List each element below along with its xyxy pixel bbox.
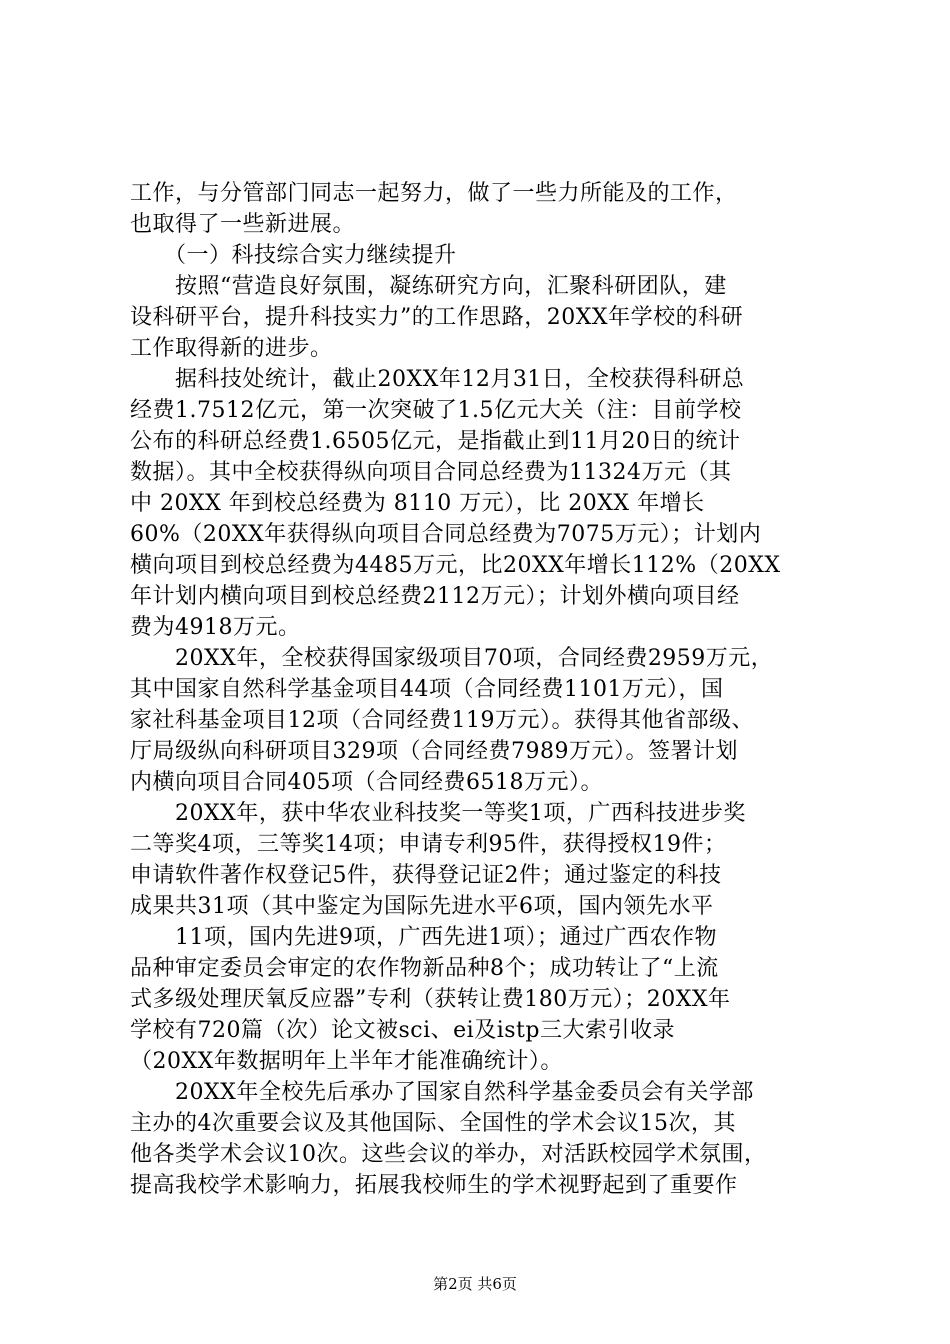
text-line: 厅局级纵向科研项目329项（合同经费7989万元）。签署计划 xyxy=(130,739,738,764)
text-line: 设科研平台，提升科技实力”的工作思路，20XX年学校的科研 xyxy=(130,305,744,330)
text-line: 年计划内横向项目到校总经费2112万元）；计划外横向项目经 xyxy=(130,584,740,609)
text-line: 公布的科研总经费1.6505亿元，是指截止到11月20日的统计 xyxy=(130,429,741,454)
text-line: 11项，国内先进9项，广西先进1项）；通过广西农作物 xyxy=(130,925,717,950)
text-line: 工作，与分管部门同志一起努力，做了一些力所能及的工作， xyxy=(130,181,738,206)
text-line: 中 20XX 年到校总经费为 8110 万元），比 20XX 年增长 xyxy=(130,491,705,516)
text-line: （20XX年数据明年上半年才能准确统计）。 xyxy=(130,1049,563,1074)
text-line: 式多级处理厌氧反应器”专利（获转让费180万元）；20XX年 xyxy=(130,987,731,1012)
text-line: 品种审定委员会审定的农作物新品种8个；成功转让了“上流 xyxy=(130,956,719,981)
text-line: 20XX年，获中华农业科技奖一等奖1项，广西科技进步奖 xyxy=(130,801,746,826)
text-line: 按照“营造良好氛围，凝练研究方向，汇聚科研团队，建 xyxy=(130,274,727,299)
body-text xyxy=(130,178,830,1201)
text-line: 其中国家自然科学基金项目44项（合同经费1101万元），国 xyxy=(130,677,724,702)
section-heading: （一）科技综合实力继续提升 xyxy=(130,243,457,268)
text-line: 20XX年全校先后承办了国家自然科学基金委员会有关学部 xyxy=(130,1080,754,1105)
text-line: 成果共31项（其中鉴定为国际先进水平6项，国内领先水平 xyxy=(130,894,714,919)
text-line: 二等奖4项，三等奖14项；申请专利95件，获得授权19件； xyxy=(130,832,727,857)
text-line: 经费1.7512亿元，第一次突破了1.5亿元大关（注：目前学校 xyxy=(130,398,742,423)
text-line: 60%（20XX年获得纵向项目合同总经费为7075万元）；计划内 xyxy=(130,522,762,547)
page-number-footer: 第2页 共6页 xyxy=(433,1275,517,1293)
text-line: 家社科基金项目12项（合同经费119万元）。获得其他省部级、 xyxy=(130,708,754,733)
text-line: 他各类学术会议10次。这些会议的举办，对活跃校园学术氛围， xyxy=(130,1142,767,1167)
text-line: 费为4918万元。 xyxy=(130,615,301,640)
text-line: 内横向项目合同405项（合同经费6518万元）。 xyxy=(130,770,603,795)
text-line: 申请软件著作权登记5件，获得登记证2件；通过鉴定的科技 xyxy=(130,863,722,888)
text-line: 主办的4次重要会议及其他国际、全国性的学术会议15次，其 xyxy=(130,1111,736,1136)
text-line: 提高我校学术影响力，拓展我校师生的学术视野起到了重要作 xyxy=(130,1173,738,1198)
text-line: 工作取得新的进步。 xyxy=(130,336,333,361)
text-line: 学校有720篇（次）论文被sci、ei及istp三大索引收录 xyxy=(130,1018,675,1043)
text-line: 据科技处统计，截止20XX年12月31日，全校获得科研总 xyxy=(130,367,745,392)
text-line: 20XX年，全校获得国家级项目70项，合同经费2959万元， xyxy=(130,646,774,671)
text-line: 横向项目到校总经费为4485万元，比20XX年增长112%（20XX xyxy=(130,553,781,578)
text-line: 数据）。其中全校获得纵向项目合同总经费为11324万元（其 xyxy=(130,460,732,485)
text-line: 也取得了一些新进展。 xyxy=(130,212,356,237)
